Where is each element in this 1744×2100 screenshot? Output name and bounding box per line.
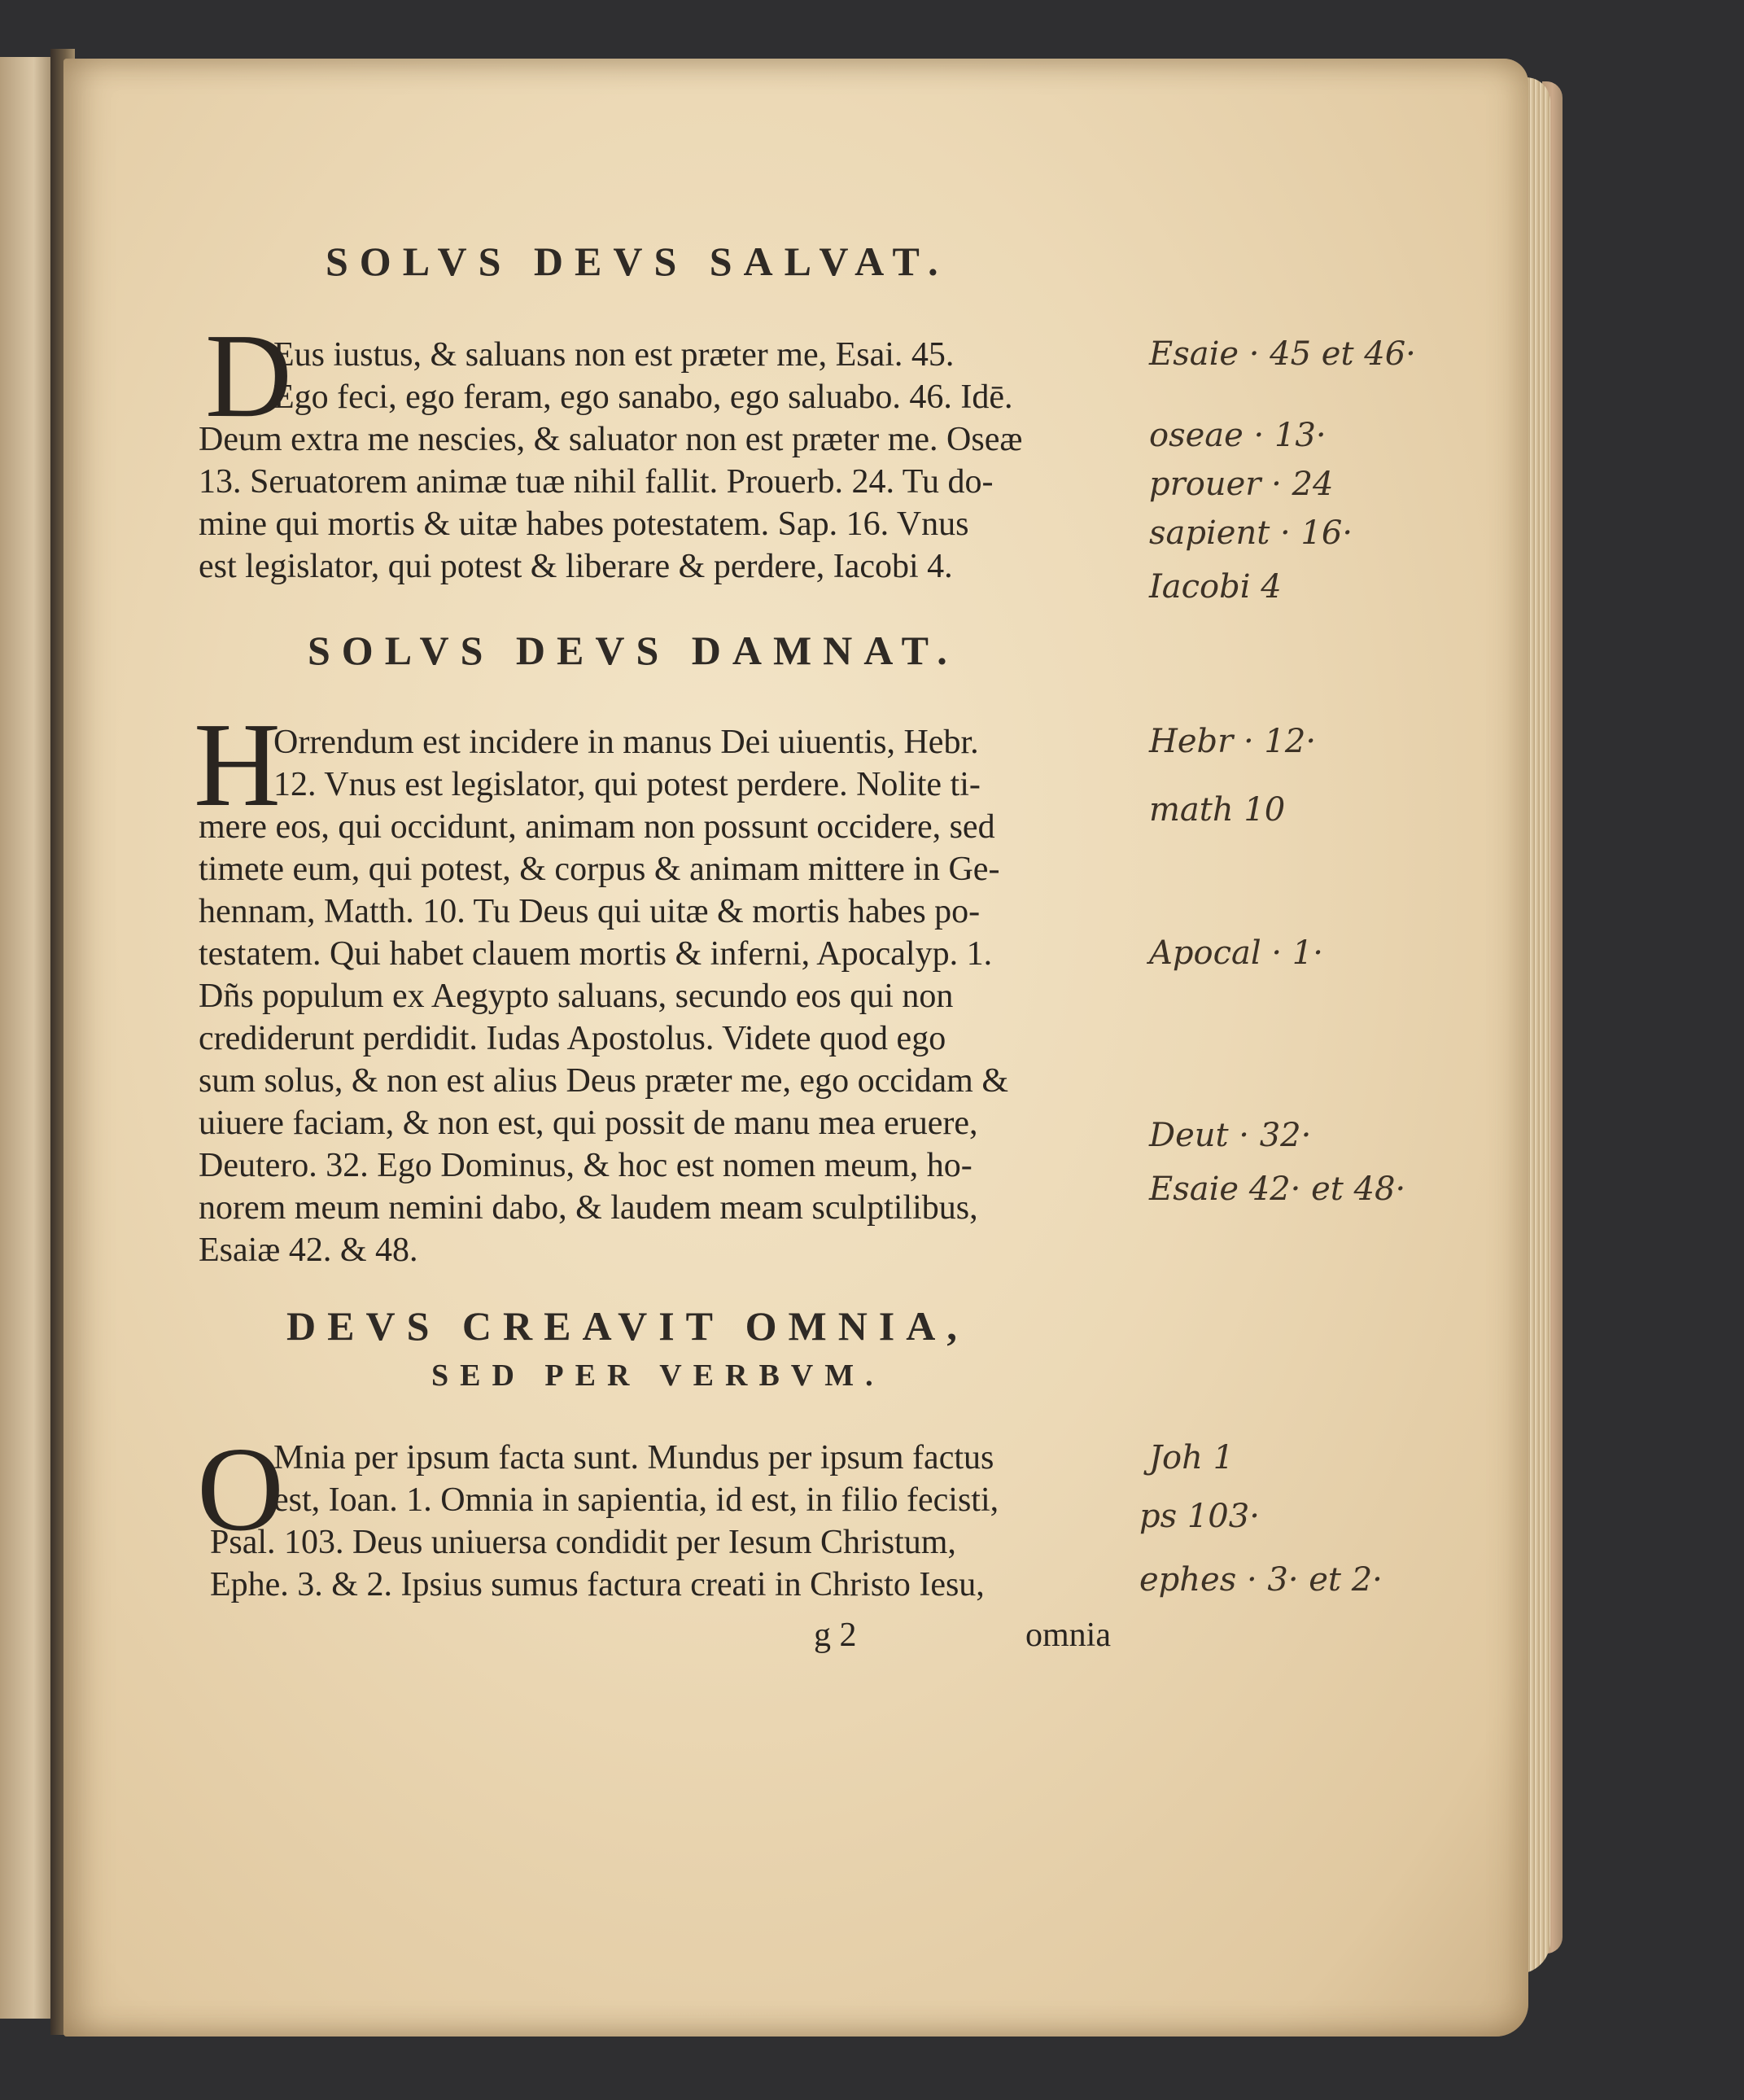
dropcap-o: O xyxy=(197,1423,284,1556)
margin-note: Deut · 32· xyxy=(1149,1117,1312,1154)
dropcap-h: H xyxy=(194,698,281,832)
paragraph-damnat xyxy=(273,721,1209,806)
text-line: Deum extra me nescies, & saluator non est præter me. Oseæ xyxy=(199,421,1023,458)
section-subheading-verbum: SED PER VERBVM. xyxy=(431,1358,885,1393)
margin-note: math 10 xyxy=(1149,791,1286,829)
text-line: Esaiæ 42. & 48. xyxy=(199,1232,418,1269)
text-line: est legislator, qui potest & liberare & perdere, Iacobi 4. xyxy=(199,548,953,585)
paragraph-damnat-cont xyxy=(199,806,1134,1271)
paragraph-salvat xyxy=(273,334,1209,418)
text-line: Dñs populum ex Aegypto saluans, secundo eos qui non xyxy=(199,978,954,1015)
margin-note: prouer · 24 xyxy=(1149,466,1334,503)
text-line: Orrendum est incidere in manus Dei uiuentis, Hebr. xyxy=(273,724,979,761)
catchword: omnia xyxy=(1025,1617,1111,1654)
margin-note: Hebr · 12· xyxy=(1149,723,1317,760)
text-line: Psal. 103. Deus uniuersa condidit per Iesum Christum, xyxy=(210,1524,956,1561)
text-line: Deutero. 32. Ego Dominus, & hoc est nomen meum, ho- xyxy=(199,1147,973,1184)
text-line: norem meum nemini dabo, & laudem meam sculptilibus, xyxy=(199,1189,978,1227)
margin-note: Iacobi 4 xyxy=(1149,568,1282,606)
text-line: 12. Vnus est legislator, qui potest perdere. Nolite ti- xyxy=(273,766,981,803)
text-line: uiuere faciam, & non est, qui possit de manu mea eruere, xyxy=(199,1105,978,1142)
margin-note: Joh 1 xyxy=(1149,1439,1235,1477)
text-line: hennam, Matth. 10. Tu Deus qui uitæ & mortis habes po- xyxy=(199,893,981,930)
margin-note: Esaie · 45 et 46· xyxy=(1149,335,1416,373)
margin-note: ephes · 3· et 2· xyxy=(1139,1561,1383,1599)
margin-note: Esaie 42· et 48· xyxy=(1149,1170,1406,1208)
text-line: Mnia per ipsum facta sunt. Mundus per ipsum factus xyxy=(273,1439,994,1477)
text-line: Ego feci, ego feram, ego sanabo, ego saluabo. 46. Idē. xyxy=(273,378,1013,416)
signature-mark: g 2 xyxy=(814,1617,857,1654)
text-line: sum solus, & non est alius Deus præter me, ego occidam & xyxy=(199,1062,1009,1100)
text-line: crediderunt perdidit. Iudas Apostolus. Videte quod ego xyxy=(199,1020,946,1057)
section-heading-damnat: SOLVS DEVS DAMNAT. xyxy=(308,628,959,673)
text-line: timete eum, qui potest, & corpus & animam mittere in Ge- xyxy=(199,851,1000,888)
text-line: testatem. Qui habet clauem mortis & inferni, Apocalyp. 1. xyxy=(199,935,993,973)
margin-note: Apocal · 1· xyxy=(1149,934,1323,972)
paragraph-salvat-cont xyxy=(199,418,1134,588)
text-line: Eus iustus, & saluans non est præter me, Esai. 45. xyxy=(273,336,955,374)
paragraph-creavit xyxy=(273,1437,1209,1521)
margin-note: oseae · 13· xyxy=(1149,417,1327,454)
text-line: mere eos, qui occidunt, animam non possunt occidere, sed xyxy=(199,808,995,846)
dropcap-d: D xyxy=(205,309,292,443)
text-line: 13. Seruatorem animæ tuæ nihil fallit. Prouerb. 24. Tu do- xyxy=(199,463,994,501)
margin-note: sapient · 16· xyxy=(1149,514,1353,552)
margin-note: ps 103· xyxy=(1139,1498,1260,1535)
text-line: mine qui mortis & uitæ habes potestatem. Sap. 16. Vnus xyxy=(199,505,969,543)
section-heading-creavit: DEVS CREAVIT OMNIA, xyxy=(286,1303,968,1349)
section-heading-salvat: SOLVS DEVS SALVAT. xyxy=(326,238,950,284)
paragraph-creavit-cont xyxy=(210,1521,1146,1606)
text-line: est, Ioan. 1. Omnia in sapientia, id est, in filio fecisti, xyxy=(273,1481,999,1519)
text-line: Ephe. 3. & 2. Ipsius sumus factura creati in Christo Iesu, xyxy=(210,1566,985,1603)
